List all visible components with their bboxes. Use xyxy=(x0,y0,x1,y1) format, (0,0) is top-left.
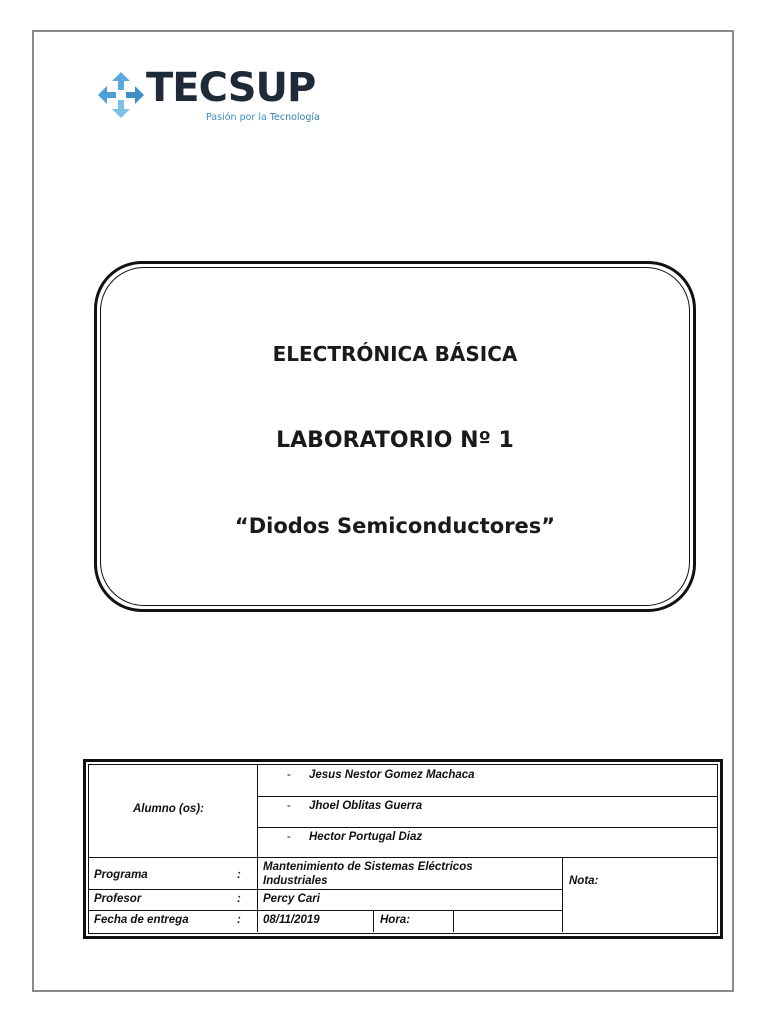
title-box xyxy=(94,261,696,612)
divider-students-bottom xyxy=(89,857,717,858)
logo-tagline-prefix: Pasión por la xyxy=(206,112,270,123)
student-bullet: - xyxy=(287,769,291,781)
program-value-line1: Mantenimiento de Sistemas Eléctricos xyxy=(263,861,473,873)
student-bullet: - xyxy=(287,800,291,812)
program-value-line2: Industriales xyxy=(263,875,328,887)
divider-grade-column xyxy=(562,857,563,932)
professor-value: Percy Cari xyxy=(263,893,320,905)
time-label: Hora: xyxy=(380,914,411,926)
student-item xyxy=(287,831,291,843)
tecsup-logo xyxy=(94,65,324,128)
divider-professor-bottom xyxy=(89,910,562,911)
student-item xyxy=(287,769,291,781)
students-label: Alumno (os): xyxy=(133,803,204,815)
grade-label: Nota: xyxy=(569,875,599,887)
divider-label-column xyxy=(257,857,258,932)
date-value: 08/11/2019 xyxy=(263,914,320,926)
professor-colon: : xyxy=(237,893,241,905)
divider-students-column xyxy=(257,765,258,857)
course-title: ELECTRÓNICA BÁSICA xyxy=(272,342,518,366)
logo-tagline-emphasis: Tecnología xyxy=(269,112,320,123)
student-name: Hector Portugal Diaz xyxy=(309,831,423,843)
divider-time-value xyxy=(453,910,454,932)
student-bullet: - xyxy=(287,831,291,843)
divider-date-time xyxy=(373,910,374,932)
lab-title: LABORATORIO Nº 1 xyxy=(276,428,514,453)
topic-title: “Diodos Semiconductores” xyxy=(234,514,556,538)
divider-student-1 xyxy=(257,796,717,797)
info-table xyxy=(83,759,723,939)
date-colon: : xyxy=(237,914,241,926)
logo-wordmark: TECSUP xyxy=(146,65,316,111)
student-item xyxy=(287,800,291,812)
program-label: Programa xyxy=(94,869,148,881)
professor-label: Profesor xyxy=(94,893,142,905)
divider-student-2 xyxy=(257,827,717,828)
tecsup-emblem-icon xyxy=(94,68,148,122)
date-label: Fecha de entrega xyxy=(94,914,189,926)
logo-tagline xyxy=(206,112,320,123)
info-table-inner xyxy=(88,764,718,934)
divider-program-bottom xyxy=(89,889,562,890)
student-name: Jesus Nestor Gomez Machaca xyxy=(309,769,475,781)
program-colon: : xyxy=(237,869,241,881)
student-name: Jhoel Oblitas Guerra xyxy=(309,800,423,812)
